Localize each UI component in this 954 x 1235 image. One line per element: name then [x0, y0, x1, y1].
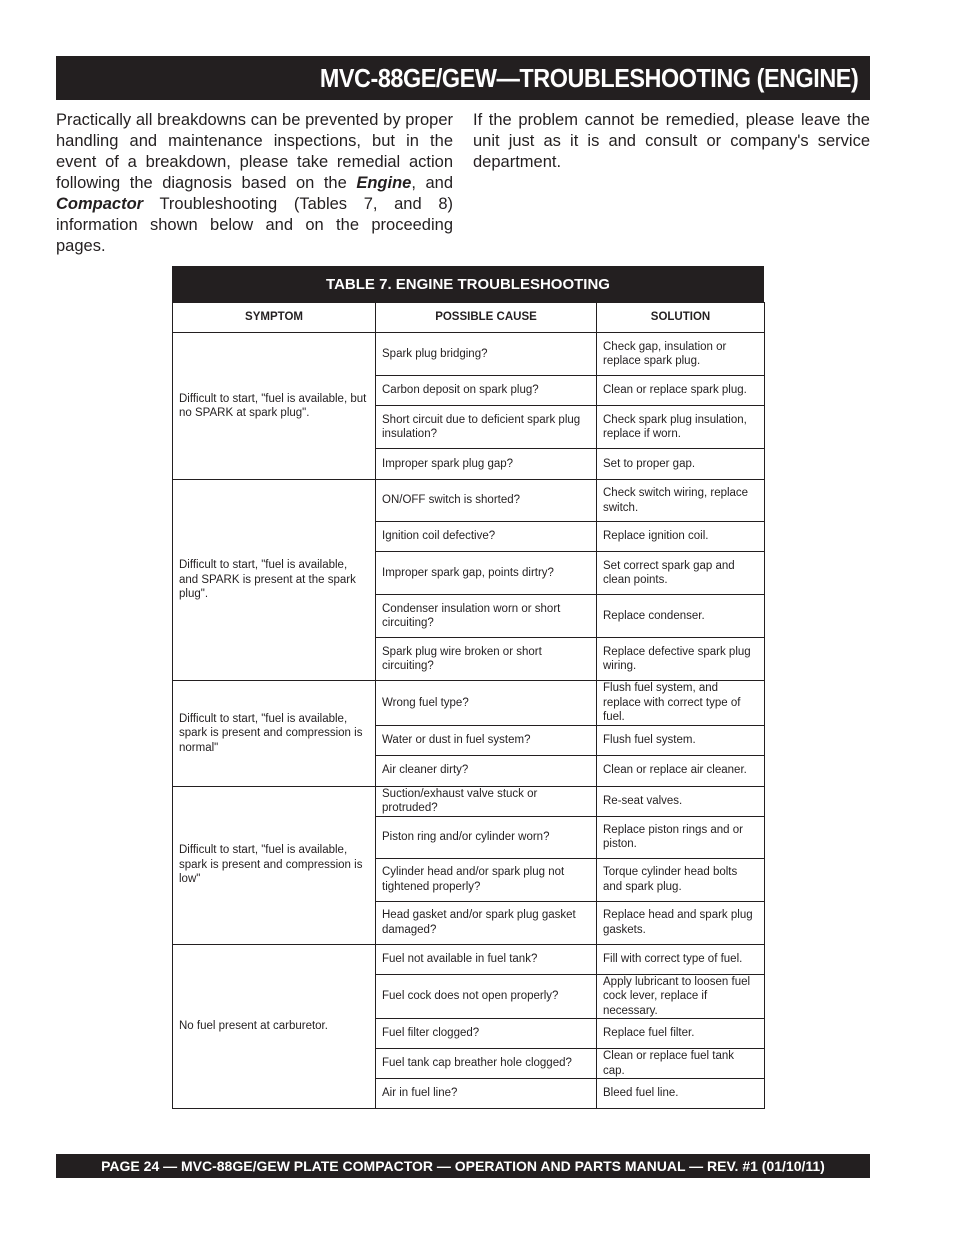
cause-cell: Condenser insulation worn or short circuiting? [376, 595, 597, 638]
cause-cell: Wrong fuel type? [376, 681, 597, 726]
solution-cell: Clean or replace spark plug. [597, 376, 765, 406]
solution-cell: Replace defective spark plug wiring. [597, 638, 765, 681]
page-footer [56, 1154, 870, 1178]
cause-cell: Spark plug wire broken or short circuiting? [376, 638, 597, 681]
intro-paragraph-left [56, 110, 453, 257]
solution-cell: Replace piston rings and or piston. [597, 816, 765, 858]
cause-cell: Piston ring and/or cylinder worn? [376, 816, 597, 858]
solution-cell: Check switch wiring, replace switch. [597, 480, 765, 522]
header-possible-cause: POSSIBLE CAUSE [376, 303, 597, 333]
solution-cell: Fill with correct type of fuel. [597, 944, 765, 974]
table-row [173, 944, 765, 974]
solution-cell: Torque cylinder head bolts and spark plug. [597, 858, 765, 901]
cause-cell: Fuel cock does not open properly? [376, 974, 597, 1019]
solution-cell: Clean or replace fuel tank cap. [597, 1049, 765, 1079]
solution-cell: Set correct spark gap and clean points. [597, 552, 765, 595]
cause-cell: Improper spark gap, points dirtry? [376, 552, 597, 595]
cause-cell: Ignition coil defective? [376, 522, 597, 552]
solution-cell: Replace ignition coil. [597, 522, 765, 552]
page-title: MVC-88GE/GEW—TROUBLESHOOTING (ENGINE) [319, 62, 858, 93]
intro-text-1: Practically all breakdowns can be prevented by proper handling and maintenance inspections, but in the event of a breakdown, please take remedial action following the diagnosis based on the [56, 111, 453, 192]
symptom-cell: Difficult to start, "fuel is available, and SPARK is present at the spark plug". [173, 480, 376, 681]
table-row [173, 480, 765, 522]
header-symptom: SYMPTOM [173, 303, 376, 333]
table-body [173, 333, 765, 1109]
cause-cell: Air cleaner dirty? [376, 755, 597, 786]
cause-cell: ON/OFF switch is shorted? [376, 480, 597, 522]
cause-cell: Fuel tank cap breather hole clogged? [376, 1049, 597, 1079]
intro-and-text: , and [411, 174, 453, 192]
cause-cell: Improper spark plug gap? [376, 449, 597, 480]
cause-cell: Fuel not available in fuel tank? [376, 944, 597, 974]
solution-cell: Check spark plug insulation, replace if worn. [597, 406, 765, 449]
intro-text-2: Troubleshooting (Tables 7, and 8) information shown below and on the proceeding pages. [56, 195, 453, 255]
symptom-cell: Difficult to start, "fuel is available, spark is present and compression is normal" [173, 681, 376, 787]
engine-emphasis: Engine [356, 174, 412, 192]
symptom-cell: Difficult to start, "fuel is available, spark is present and compression is low" [173, 786, 376, 944]
solution-cell: Bleed fuel line. [597, 1079, 765, 1109]
table-row [173, 681, 765, 726]
cause-cell: Head gasket and/or spark plug gasket damaged? [376, 901, 597, 944]
cause-cell: Suction/exhaust valve stuck or protruded? [376, 786, 597, 816]
cause-cell: Air in fuel line? [376, 1079, 597, 1109]
symptom-cell: No fuel present at carburetor. [173, 944, 376, 1109]
intro-paragraph-right: If the problem cannot be remedied, please leave the unit just as it is and consult or company's service department. [473, 111, 870, 171]
cause-cell: Short circuit due to deficient spark plug insulation? [376, 406, 597, 449]
solution-cell: Replace fuel filter. [597, 1019, 765, 1049]
solution-cell: Replace condenser. [597, 595, 765, 638]
solution-cell: Clean or replace air cleaner. [597, 755, 765, 786]
symptom-cell: Difficult to start, "fuel is available, but no SPARK at spark plug". [173, 333, 376, 480]
cause-cell: Cylinder head and/or spark plug not tightened properly? [376, 858, 597, 901]
table-row [173, 786, 765, 816]
solution-cell: Set to proper gap. [597, 449, 765, 480]
cause-cell: Spark plug bridging? [376, 333, 597, 376]
cause-cell: Fuel filter clogged? [376, 1019, 597, 1049]
table-row [173, 333, 765, 376]
troubleshooting-table-container [172, 266, 764, 1109]
table-header-row [173, 303, 765, 333]
table-title: TABLE 7. ENGINE TROUBLESHOOTING [172, 266, 764, 302]
solution-cell: Apply lubricant to loosen fuel cock lever, replace if necessary. [597, 974, 765, 1019]
solution-cell: Flush fuel system. [597, 725, 765, 755]
solution-cell: Check gap, insulation or replace spark plug. [597, 333, 765, 376]
header-solution: SOLUTION [597, 303, 765, 333]
compactor-emphasis: Compactor [56, 195, 144, 213]
solution-cell: Replace head and spark plug gaskets. [597, 901, 765, 944]
footer-text: PAGE 24 — MVC-88GE/GEW PLATE COMPACTOR — OPERATION AND PARTS MANUAL — REV. #1 (01/10/11) [101, 1158, 825, 1174]
solution-cell: Flush fuel system, and replace with correct type of fuel. [597, 681, 765, 726]
page-title-bar [56, 56, 870, 100]
cause-cell: Water or dust in fuel system? [376, 725, 597, 755]
cause-cell: Carbon deposit on spark plug? [376, 376, 597, 406]
solution-cell: Re-seat valves. [597, 786, 765, 816]
troubleshooting-table [172, 302, 765, 1109]
